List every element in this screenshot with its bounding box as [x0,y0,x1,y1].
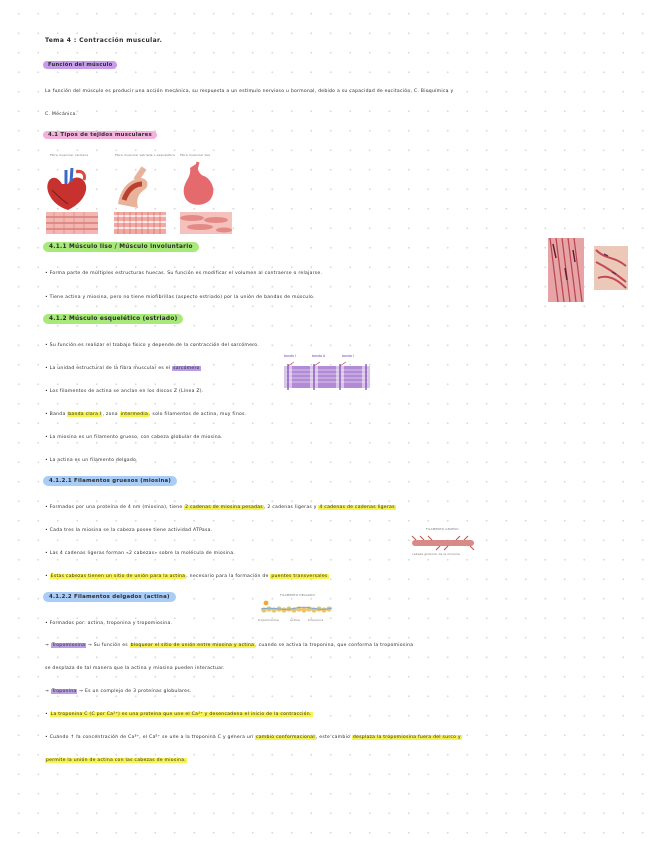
conformational-change-highlight: cambio conformacional [255,735,315,740]
skeletal-fiber-icon [114,212,166,234]
tropo-text-a: → [45,643,51,648]
troponin-highlight: Troponina [51,689,77,694]
section-heading-skeletal [43,316,183,323]
sarcomere-label-2: banda A [312,354,326,358]
skeletal-line-4-text-c: , solo filamentos de actina, muy finos. [149,412,247,417]
page-title: Tema 4 : Contracción muscular. [45,37,163,44]
smooth-bullet-2: • Tiene actina y miosina, pero no tiene miofibrillas (aspecto estriado) por la unión de bandas de músculo. [45,295,315,300]
thin-label-actin: actina [290,618,300,622]
tropon-text-a: → [45,689,51,694]
heading-thick-label: 4.1.2.1 Filamentos gruesos (miosina) [43,476,177,486]
troponin-line [45,688,192,695]
function-paragraph-line2: C. Mecánica. [45,112,78,117]
caption-skeletal: Fibra muscular estriada o esquelética [115,153,175,157]
stomach-icon [184,162,214,205]
intermediate-highlight: intermedia [120,412,149,417]
thin-label-tropomyosin: tropomiosina [258,618,279,622]
actin-binding-highlight: Estas cabezas tienen un sitio de unión para la actina [50,574,186,579]
thick-line-1-text-b: , 2 cadenas ligeras y [263,505,319,510]
displace-tropomyosin-highlight: desplaza la tropomiosina fuera del surco y [352,735,461,740]
thick-line-2: • Cada tres la miosina se la cabeza posee tiene actividad ATPasa. [45,528,213,533]
thick-filament-diagram [408,535,478,551]
thin-line-1: • Formados por: actina, troponina y tropomiosina. [45,621,173,626]
heading-types-label: 4.1 Tipos de tejidos musculares [43,131,157,139]
calcium-line-1 [45,734,462,741]
tropo-text-b: → Su función es [86,643,130,648]
crossbridge-highlight: puentes transversales [271,574,328,579]
heading-function-label: Función del músculo [43,61,117,69]
smooth-muscle-micrograph [548,238,630,302]
thick-line-4-text-b: , necesario para la formación de [186,574,271,579]
function-paragraph-line1: La función del músculo es producir una acción mecánica, su respuesta a un estímulo nervioso u hormonal, debido a su capacidad de excitación, C. Bioquímica y [45,89,454,94]
tropomyosin-highlight: Tropomiosina [51,643,86,648]
thick-line-4 [45,573,329,580]
thick-line-3: • Las 4 cadenas ligeras forman «2 cabezas» sobre la molécula de miosina. [45,551,236,556]
muscle-types-illustration [40,160,240,236]
skeletal-line-3: • Los filamentos de actina se anclan en los discos Z (Línea Z). [45,389,204,394]
cardiac-fiber-icon [46,212,98,234]
sarcomere-label-1: banda I [284,354,296,358]
section-heading-function [43,62,117,69]
heavy-chains-highlight: 2 cadenas de miosina pesadas [185,505,263,510]
actin-myosin-binding-highlight: permite la unión de actina con las cabezas de miosina. [46,758,186,763]
section-heading-thin [43,594,176,601]
sarcomere-label-3: banda I [342,354,354,358]
calcium-line-2 [45,757,187,764]
troponin-c-text: • [45,712,50,717]
thin-filament-title: FILAMENTO DELGADO [280,593,315,597]
block-site-highlight: bloquear el sitio de unión entre miosina y actina [130,643,255,648]
thick-filament-title: FILAMENTO GRUESO [426,527,459,531]
thin-filament-diagram [258,600,334,618]
thin-label-troponin: troponina [308,618,324,622]
calcium-text-a: • Cuando ↑ la concentración de Ca²⁺, el Ca²⁺ se une a la troponina C y genera un [45,735,255,740]
sarcomere-highlight: sarcómero [173,366,200,371]
troponin-c-line [45,711,313,718]
skeletal-line-4-text-a: • Banda [45,412,68,417]
thick-line-1 [45,504,396,511]
calcium-text-b: , este cambio [315,735,352,740]
skeletal-line-5: • La miosina es un filamento grueso, con cabeza globular de miosina. [45,435,223,440]
skeletal-line-2 [45,365,201,372]
caption-smooth: Fibra muscular lisa [180,153,211,157]
heading-smooth-label: 4.1.1 Músculo liso / Músculo involuntario [43,242,199,252]
arm-icon [118,168,147,208]
section-heading-types [43,132,157,139]
thick-filament-caption: cabeza globular de la miosina [412,552,460,556]
skeletal-line-1: • Su función es realizar el trabajo físico y depende de la contracción del sarcómero. [45,343,259,348]
skeletal-line-4-text-b: , zona [102,412,120,417]
heart-icon [47,168,86,210]
section-heading-smooth [43,244,199,251]
section-heading-thick [43,478,177,485]
thick-line-4-text-a: • [45,574,50,579]
caption-cardiac: Fibra muscular cardíaca [50,153,89,157]
thick-line-1-text-a: • Formados por una proteína de 4 nm (miosina), tiene [45,505,185,510]
band-i-highlight: banda clara I [68,412,102,417]
tropomyosin-line-1 [45,642,413,649]
skeletal-line-2-text: • La unidad estructural de la fibra muscular es el [45,366,173,371]
skeletal-line-4 [45,411,246,418]
skeletal-line-6: • La actina es un filamento delgado. [45,458,138,463]
tropon-text-b: → Es un complejo de 3 proteínas globulares. [77,689,192,694]
tropo-text-c: , cuando se activa la troponina, que conforma la tropomiosina [255,643,414,648]
smooth-bullet-1: • Forma parte de múltiples estructuras huecas. Su función es modificar el volumen al contraerse o relajarse. [45,271,323,276]
tropomyosin-line-2: se desplaza de tal manera que la actina y miosina pueden interactuar. [45,666,225,671]
smooth-fiber-icon [180,212,232,234]
heading-thin-label: 4.1.2.2 Filamentos delgados (actina) [43,592,176,602]
troponin-c-highlight: La troponina C (C por Ca²⁺) es una proteína que une el Ca²⁺ y desencadena el inicio de la contracción. [50,712,312,717]
sarcomere-diagram [282,352,372,396]
heading-skeletal-label: 4.1.2 Músculo esquelético (estriado) [43,314,183,324]
light-chains-highlight: 4 cadenas de cadenas ligeras [319,505,395,510]
